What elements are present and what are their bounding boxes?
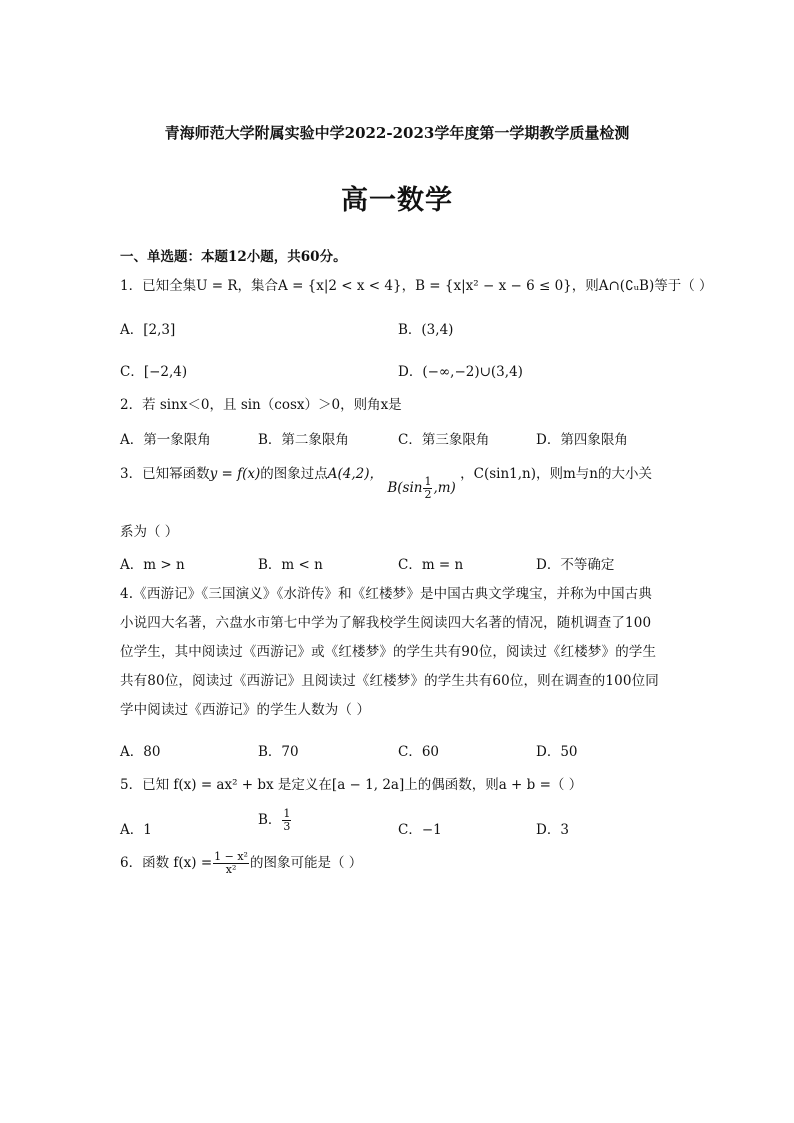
q3-func: y = f(x): [209, 466, 261, 482]
q2-option-d: D．第四象限角: [536, 432, 628, 448]
q5-option-b-label: B．: [258, 812, 282, 828]
question-3-cont: 系为（ ）: [120, 524, 179, 540]
q3-text-a: 3．已知幂函数: [120, 466, 210, 482]
q5-option-c: C．−1: [398, 822, 442, 838]
q1-option-b: B．(3,4): [398, 322, 454, 338]
q3-point-b-pre: B(sin: [387, 480, 423, 496]
q3-point-b: [387, 476, 456, 501]
question-5: 5．已知 f(x) = ax² + bx 是定义在[a − 1, 2a]上的偶函数，则a + b =（ ）: [120, 777, 583, 793]
q4-option-c: C．60: [398, 744, 440, 760]
q5-option-d: D．3: [536, 822, 569, 838]
q3-text-g: ，C(sin1,n)，则m与n的大小关: [460, 466, 652, 482]
fraction-numerator: 1 − x²: [214, 850, 248, 863]
question-2: 2．若 sinx＜0，且 sin（cosx）＞0，则角x是: [120, 397, 402, 413]
q2-option-c: C．第三象限角: [398, 432, 490, 448]
question-1: 1．已知全集U = R，集合A = {x|2 < x < 4}，B = {x|x² − x − 6 ≤ 0}，则A∩(∁ᵤB)等于（ ）: [120, 278, 713, 294]
q2-option-a: A．第一象限角: [120, 432, 211, 448]
fraction-numerator: 1: [283, 807, 291, 820]
q5-option-a: A．1: [120, 822, 152, 838]
q6-fraction: [213, 851, 249, 876]
q3-point-a: A(4,2)，: [327, 466, 384, 482]
fraction-denominator: 3: [283, 820, 291, 833]
fraction-denominator: x²: [225, 863, 237, 876]
q2-option-b: B．第二象限角: [258, 432, 349, 448]
q3-text-c: 的图象过点: [260, 466, 328, 482]
fraction-numerator: 1: [424, 475, 432, 488]
q1-option-a: A．[2,3]: [120, 322, 176, 338]
fraction-denominator: 2: [424, 488, 432, 501]
question-3: [120, 462, 652, 501]
q3-option-b: B．m < n: [258, 557, 323, 573]
q3-option-a: A．m > n: [120, 557, 185, 573]
q4-option-d: D．50: [536, 744, 578, 760]
q4-option-b: B．70: [258, 744, 299, 760]
q4-option-a: A．80: [120, 744, 161, 760]
q6-post: 的图象可能是（ ）: [249, 855, 363, 871]
q3-option-d: D．不等确定: [536, 557, 615, 573]
exam-header: 青海师范大学附属实验中学2022-2023学年度第一学期教学质量检测: [164, 124, 630, 142]
exam-title: 高一数学: [341, 185, 453, 216]
question-4: 4.《西游记》《三国演义》《水浒传》和《红楼梦》是中国古典文学瑰宝，并称为中国古典小说四大名著，六盘水市第七中学为了解我校学生阅读四大名著的情况，随机调查了100位学生，其中阅读过《西游记》或《红楼梦》的学生共有90位，阅读过《红楼梦》的学生共有80位，阅读过《西游记》且阅读过《红楼梦》的学生共有60位，则在调查的100位同学中阅读过《西游记》的学生人数为（ ）: [120, 586, 659, 718]
q3-option-c: C．m = n: [398, 557, 464, 573]
question-6: [120, 851, 362, 876]
q6-pre: 6．函数 f(x) =: [120, 855, 213, 871]
q3-fraction: [423, 476, 432, 501]
section-heading: 一、单选题：本题12小题，共60分。: [120, 249, 347, 265]
q5-option-b: [258, 808, 292, 833]
q5-fraction: [282, 808, 291, 833]
q1-option-d: D．(−∞,−2)∪(3,4): [398, 364, 523, 380]
q1-option-c: C．[−2,4): [120, 364, 188, 380]
q3-point-b-post: ,m): [433, 480, 456, 496]
